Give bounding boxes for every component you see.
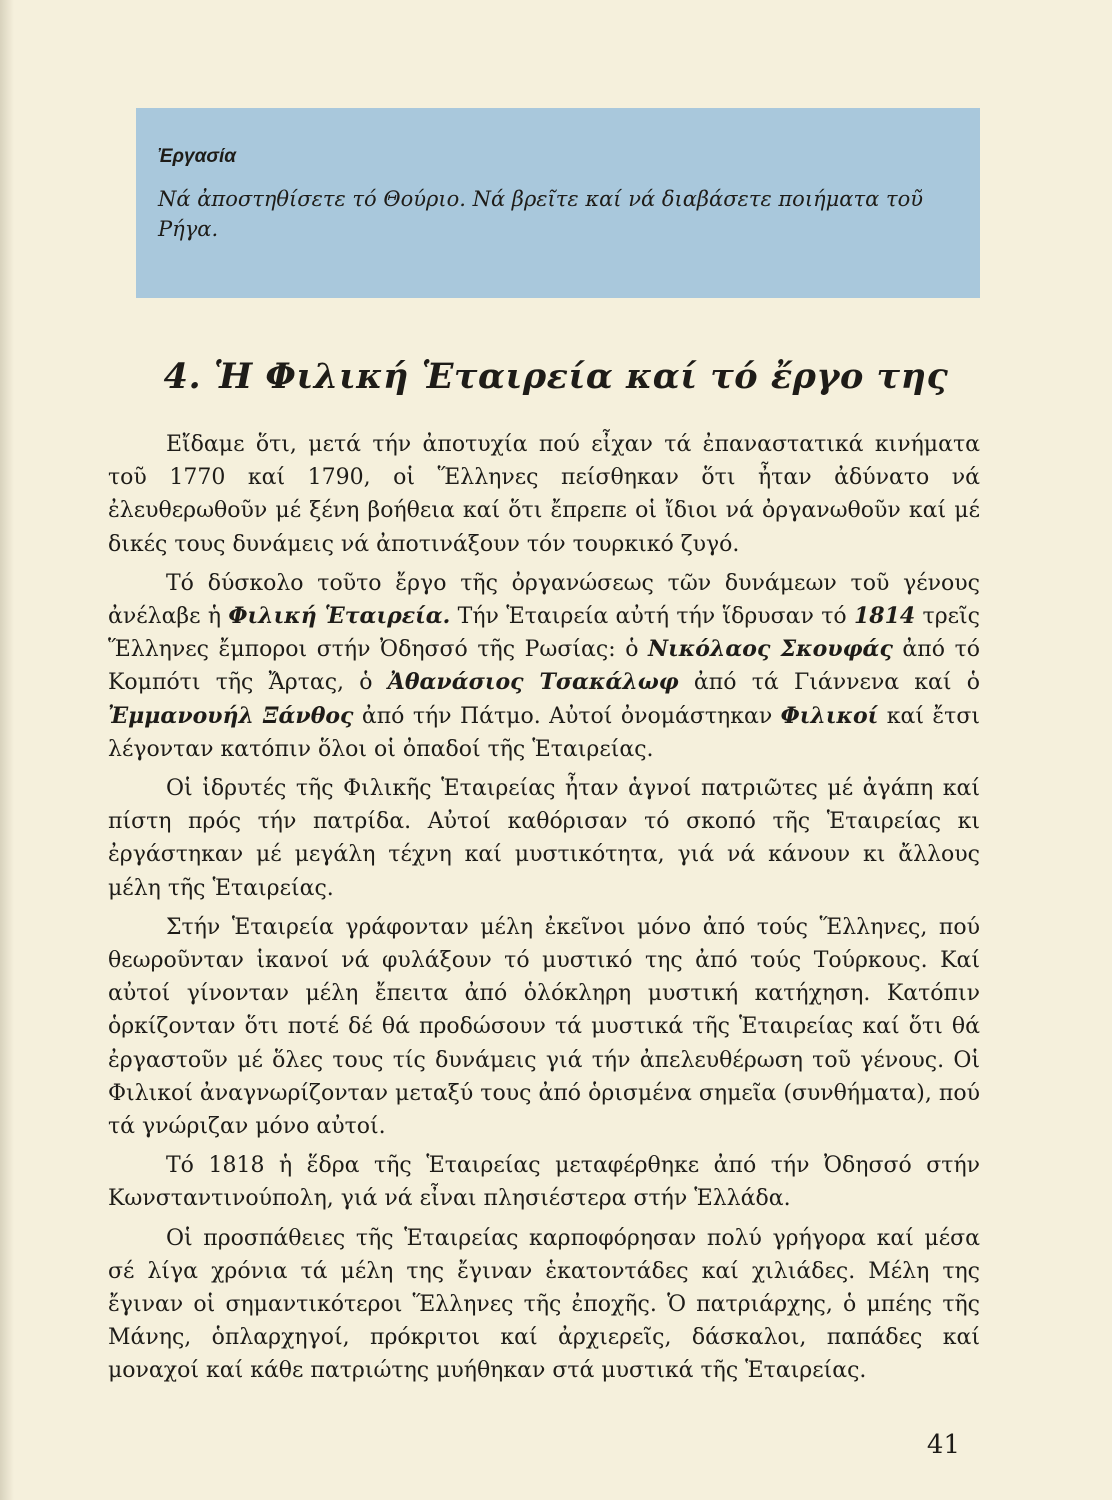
body-text — [108, 428, 980, 1394]
paragraph-2-text: Τό δύσκολο τοῦτο ἔργο τῆς ὀργανώσεως τῶν δυνάμεων τοῦ γένους ἀνέλαβε ἡ — [108, 570, 980, 630]
paragraph-2-text: ἀπό τά Γιάννενα καί ὁ — [678, 670, 981, 696]
paragraph-1: Εἴδαμε ὅτι, μετά τήν ἀποτυχία πού εἶχαν τά ἐπαναστατικά κινήματα τοῦ 1770 καί 1790, οἱ Ἕλληνες πείσθηκαν ὅτι ἦταν ἀδύνατο νά ἐλευθερωθοῦν μέ ξένη βοήθεια καί ὅτι ἔπρεπε οἱ ἴδιοι νά ὀργανωθοῦν καί μέ δικές τους δυνάμεις νά ἀποτινάξουν τόν τουρκικό ζυγό. — [108, 432, 980, 557]
chapter-title: 4. Ἡ Φιλική Ἑταιρεία καί τό ἔργο της — [163, 356, 949, 397]
paragraph-2 — [108, 567, 980, 766]
paragraph-6: Οἱ προσπάθειες τῆς Ἑταιρείας καρποφόρησαν πολύ γρήγορα καί μέσα σέ λίγα χρόνια τά μέλη της ἔγιναν ἑκατοντάδες καί χιλιάδες. Μέλη της ἔγιναν οἱ σημαντικότεροι Ἕλληνες τῆς ἐποχῆς. Ὁ πατριάρχης, ὁ μπέης τῆς Μάνης, ὁπλαρχηγοί, πρόκριτοι καί ἀρχιερεῖς, δάσκαλοι, παπάδες καί μοναχοί καί κάθε πατριώτης μυήθηκαν στά μυστικά τῆς Ἑταιρείας. — [108, 1225, 980, 1384]
paragraph-2-text: ἀπό τήν Πάτμο. Αὐτοί ὀνομάστηκαν — [353, 703, 781, 729]
paragraph-5: Τό 1818 ἡ ἕδρα τῆς Ἑταιρείας μεταφέρθηκε ἀπό τήν Ὀδησσό στήν Κωνσταντινούπολη, γιά νά εἶναι πλησιέστερα στήν Ἑλλάδα. — [108, 1153, 980, 1212]
paragraph-2-text: τρεῖς Ἕλληνες ἔμποροι στήν Ὀδησσό τῆς Ρωσίας: ὁ — [108, 604, 980, 663]
page-number: 41 — [926, 1430, 960, 1460]
name-tsakalof: Ἀθανάσιος Τσακάλωφ — [387, 669, 679, 696]
name-skoufas: Νικόλαος Σκουφάς — [648, 636, 893, 663]
paragraph-4: Στήν Ἑταιρεία γράφονταν μέλη ἐκεῖνοι μόνο ἀπό τούς Ἕλληνες, πού θεωροῦνταν ἱκανοί νά φυλάξουν τό μυστικό της ἀπό τούς Τούρκους. Καί αὐτοί γίνονταν μέλη ἔπειτα ἀπό ὁλόκληρη μυστική κατήχηση. Κατόπιν ὁρκίζονταν ὅτι ποτέ δέ θά προδώσουν τά μυστικά τῆς Ἑταιρείας καί ὅτι θά ἐργαστοῦν μέ ὅλες τους τίς δυνάμεις γιά τήν ἀπελευθέρωση τοῦ γένους. Οἱ Φιλικοί ἀναγνωρίζονταν μεταξύ τους ἀπό ὁρισμένα σημεῖα (συνθήματα), πού τά γνώριζαν μόνο αὐτοί. — [108, 914, 980, 1140]
paragraph-3: Οἱ ἱδρυτές τῆς Φιλικῆς Ἑταιρείας ἦταν ἁγνοί πατριῶτες μέ ἀγάπη καί πίστη πρός τήν πατρίδα. Αὐτοί καθόρισαν τό σκοπό τῆς Ἑταιρείας κι ἐργάστηκαν μέ μεγάλη τέχνη καί μυστικότητα, γιά νά κάνουν κι ἄλλους μέλη τῆς Ἑταιρείας. — [108, 776, 980, 901]
year-1814: 1814 — [853, 603, 916, 630]
paragraph-2-text: ἀπό τό Κομπότι τῆς Ἄρτας, ὁ — [108, 637, 980, 696]
page-edge — [0, 0, 14, 1500]
task-text: Νά ἀποστηθίσετε τό Θούριο. Νά βρεῖτε καί νά διαβάσετε ποιήματα τοῦ Ρήγα. — [158, 187, 923, 241]
term-filikoi: Φιλικοί — [780, 702, 879, 729]
term-filiki-etaireia: Φιλική Ἑταιρεία. — [228, 603, 451, 630]
paragraph-2-text: καί ἔτσι λέγονταν κατόπιν ὅλοι οἱ ὀπαδοί τῆς Ἑταιρείας. — [108, 703, 980, 762]
task-title: Ἐργασία — [158, 146, 237, 167]
name-xanthos: Ἐμμανουήλ Ξάνθος — [108, 702, 354, 729]
task-box — [136, 108, 980, 298]
paragraph-2-text: Τήν Ἑταιρεία αὐτή τήν ἵδρυσαν τό — [450, 604, 854, 630]
